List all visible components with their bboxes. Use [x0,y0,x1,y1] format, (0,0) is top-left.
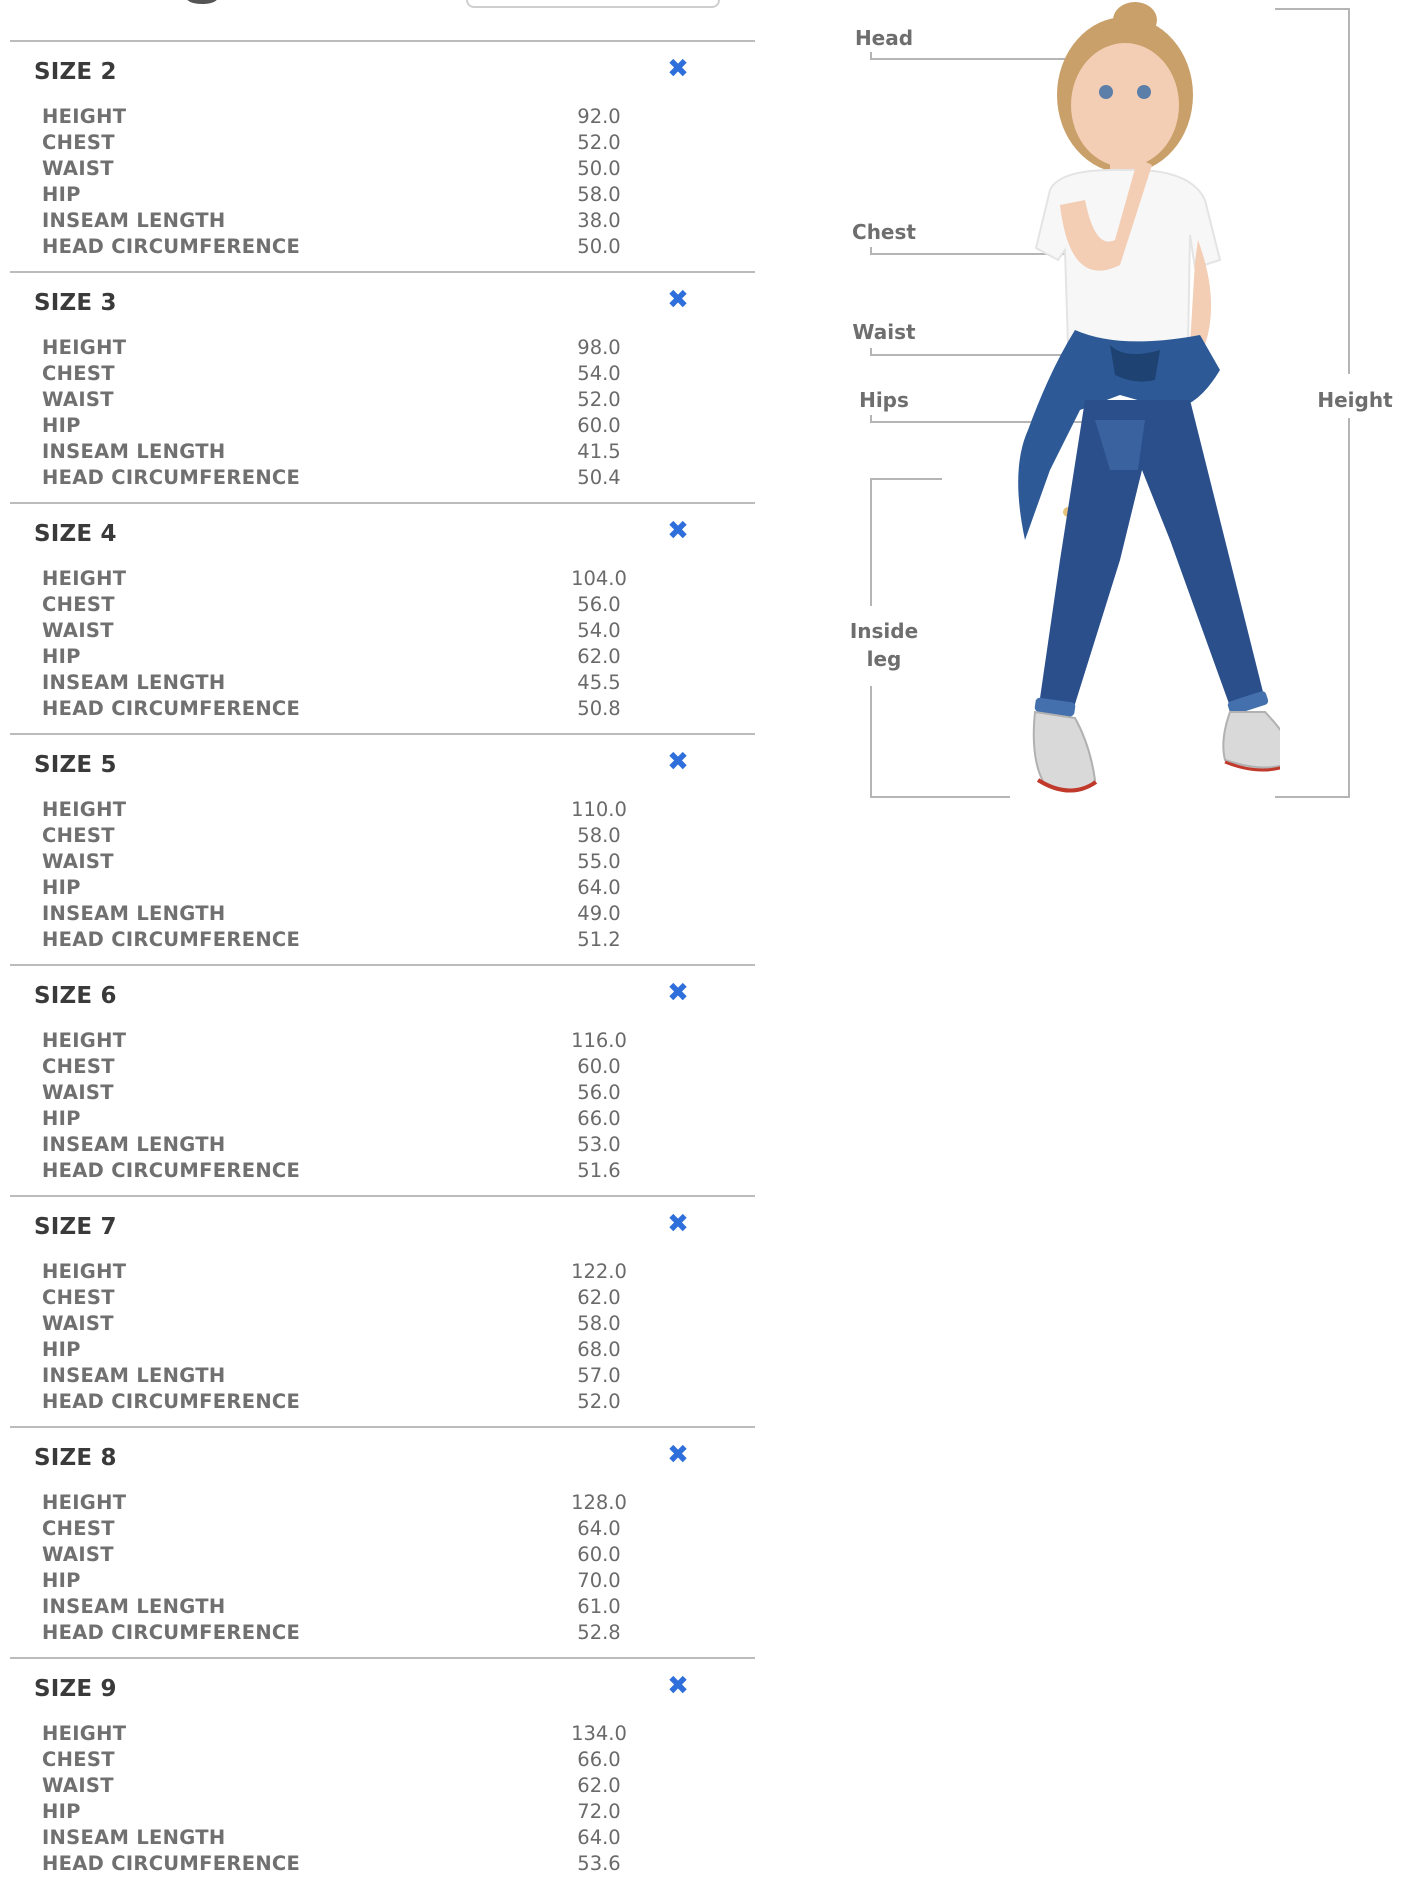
measurement-row [42,1132,642,1158]
chest-label: Chest [852,220,916,244]
measurement-label: INSEAM LENGTH [42,902,226,925]
height-upper [1348,8,1350,374]
height-top [1275,8,1349,10]
measurement-label: HIP [42,414,81,437]
measurement-row [42,927,642,953]
measurement-row [42,644,642,670]
measurement-row [42,1158,642,1184]
measurement-value: 51.6 [577,1159,621,1182]
size-block [10,502,755,733]
measurement-row [42,1363,642,1389]
measurement-label: HIP [42,183,81,206]
measurement-row [42,465,642,491]
size-block [10,271,755,502]
measurement-row [42,1080,642,1106]
measurement-value: 55.0 [577,850,621,873]
measurement-row [42,1490,642,1516]
measurement-list [42,1028,642,1184]
size-block [10,964,755,1195]
measurement-row [42,1747,642,1773]
measurement-value: 50.0 [577,157,621,180]
measurement-label: CHEST [42,824,115,847]
measurement-row [42,1054,642,1080]
measurement-value: 52.0 [577,1390,621,1413]
measurement-value: 64.0 [577,876,621,899]
measurement-list [42,797,642,953]
measurement-row [42,696,642,722]
waist-line-tick [870,348,872,356]
measurement-row [42,1773,642,1799]
close-icon[interactable]: ✖ [667,1209,689,1239]
measurement-label: CHEST [42,1748,115,1771]
measurement-label: HEAD CIRCUMFERENCE [42,697,301,720]
measurement-row [42,439,642,465]
hips-line-tick [870,415,872,423]
measurement-value: 68.0 [577,1338,621,1361]
measurement-value: 51.2 [577,928,621,951]
close-icon[interactable]: ✖ [667,516,689,546]
measurement-label: WAIST [42,619,114,642]
measurement-row [42,849,642,875]
size-title: SIZE 4 [34,521,117,547]
measurement-row [42,361,642,387]
measurement-row [42,592,642,618]
measurement-value: 60.0 [577,1543,621,1566]
measurement-row [42,208,642,234]
measurement-list [42,104,642,260]
measurement-label: HIP [42,1569,81,1592]
measurement-value: 38.0 [577,209,621,232]
measurement-label: CHEST [42,1286,115,1309]
measurement-list [42,1721,642,1877]
measurement-label: WAIST [42,1774,114,1797]
measurement-value: 64.0 [577,1517,621,1540]
measurement-row [42,1568,642,1594]
measurement-label: HEIGHT [42,105,127,128]
measurement-list [42,335,642,491]
measurement-value: 128.0 [571,1491,627,1514]
height-bottom [1275,796,1349,798]
measurement-label: HEIGHT [42,1260,127,1283]
measurement-label: HEIGHT [42,798,127,821]
size-list [10,40,755,1888]
measurement-label: HEAD CIRCUMFERENCE [42,235,301,258]
measurement-row [42,797,642,823]
size-title: SIZE 7 [34,1214,117,1240]
measurement-value: 134.0 [571,1722,627,1745]
measurement-row [42,1721,642,1747]
inside-leg-label-line1: Inside [849,619,919,643]
measurement-row [42,1825,642,1851]
measurement-row [42,335,642,361]
measurement-row [42,104,642,130]
measurement-value: 41.5 [577,440,621,463]
measurement-label: INSEAM LENGTH [42,1133,226,1156]
measurement-label: HEAD CIRCUMFERENCE [42,466,301,489]
measurement-label: HEIGHT [42,1722,127,1745]
size-block [10,40,755,271]
measurement-row [42,1028,642,1054]
measurement-label: WAIST [42,850,114,873]
close-icon[interactable]: ✖ [667,747,689,777]
hips-label: Hips [859,388,909,412]
measurement-label: CHEST [42,362,115,385]
measurement-row [42,387,642,413]
measurement-label: CHEST [42,1055,115,1078]
size-title: SIZE 9 [34,1676,117,1702]
measurement-figure [820,0,1408,860]
measurement-row [42,182,642,208]
measurement-row [42,1799,642,1825]
measurement-list [42,1490,642,1646]
size-block [10,733,755,964]
size-title: SIZE 6 [34,983,117,1009]
measurement-value: 50.8 [577,697,621,720]
size-title: SIZE 2 [34,59,117,85]
measurement-label: CHEST [42,1517,115,1540]
size-title: SIZE 3 [34,290,117,316]
measurement-value: 58.0 [577,183,621,206]
measurement-row [42,1285,642,1311]
title-fragment [178,0,238,4]
measurement-value: 64.0 [577,1826,621,1849]
measurement-label: HEAD CIRCUMFERENCE [42,1621,301,1644]
close-icon[interactable]: ✖ [667,1671,689,1701]
measurement-list [42,566,642,722]
size-select[interactable] [466,0,720,8]
measurement-label: CHEST [42,593,115,616]
measurement-label: INSEAM LENGTH [42,440,226,463]
measurement-label: CHEST [42,131,115,154]
measurement-label: WAIST [42,157,114,180]
size-title: SIZE 5 [34,752,117,778]
measurement-row [42,875,642,901]
measurement-value: 57.0 [577,1364,621,1387]
measurement-label: HIP [42,1107,81,1130]
measurement-label: HEIGHT [42,567,127,590]
size-block [10,1195,755,1426]
measurement-label: WAIST [42,388,114,411]
measurement-value: 66.0 [577,1107,621,1130]
measurement-value: 52.0 [577,131,621,154]
measurement-value: 61.0 [577,1595,621,1618]
measurement-label: WAIST [42,1312,114,1335]
measurement-label: HEAD CIRCUMFERENCE [42,1390,301,1413]
measurement-label: HIP [42,1800,81,1823]
inside-leg-lower [870,686,872,798]
measurement-row [42,1851,642,1877]
measurement-row [42,1106,642,1132]
measurement-row [42,670,642,696]
measurement-value: 58.0 [577,1312,621,1335]
measurement-row [42,1337,642,1363]
measurement-value: 53.0 [577,1133,621,1156]
measurement-label: INSEAM LENGTH [42,209,226,232]
measurement-label: INSEAM LENGTH [42,1364,226,1387]
inside-leg-label-line2: leg [866,647,902,671]
measurement-label: HEIGHT [42,1029,127,1052]
measurement-row [42,1594,642,1620]
measurement-value: 60.0 [577,1055,621,1078]
measurement-value: 66.0 [577,1748,621,1771]
close-icon[interactable]: ✖ [667,54,689,84]
measurement-value: 54.0 [577,619,621,642]
measurement-value: 56.0 [577,593,621,616]
measurement-label: HEAD CIRCUMFERENCE [42,928,301,951]
measurement-label: INSEAM LENGTH [42,1826,226,1849]
close-icon[interactable]: ✖ [667,978,689,1008]
measurement-value: 50.0 [577,235,621,258]
measurement-value: 52.8 [577,1621,621,1644]
inside-leg-upper [870,478,872,606]
measurement-value: 53.6 [577,1852,621,1875]
measurement-value: 98.0 [577,336,621,359]
measurement-value: 56.0 [577,1081,621,1104]
measurement-value: 116.0 [571,1029,627,1052]
measurement-row [42,234,642,260]
measurement-value: 72.0 [577,1800,621,1823]
waist-label: Waist [852,320,916,344]
measurement-value: 104.0 [571,567,627,590]
measurement-value: 45.5 [577,671,621,694]
measurement-row [42,1620,642,1646]
measurement-label: INSEAM LENGTH [42,1595,226,1618]
measurement-label: HEIGHT [42,336,127,359]
measurement-row [42,566,642,592]
measurement-label: HIP [42,645,81,668]
measurement-value: 62.0 [577,1774,621,1797]
measurement-value: 60.0 [577,414,621,437]
measurement-row [42,413,642,439]
size-block [10,1657,755,1888]
measurement-value: 62.0 [577,1286,621,1309]
measurement-row [42,130,642,156]
measurement-label: HEAD CIRCUMFERENCE [42,1159,301,1182]
measurement-label: HIP [42,876,81,899]
size-title: SIZE 8 [34,1445,117,1471]
measurement-label: WAIST [42,1081,114,1104]
size-block [10,1426,755,1657]
measurement-row [42,1389,642,1415]
head-line-tick [870,52,872,60]
measurement-row [42,1516,642,1542]
measurement-value: 62.0 [577,645,621,668]
measurement-label: HEIGHT [42,1491,127,1514]
inside-leg-label [844,617,924,673]
measurement-list [42,1259,642,1415]
child-photo [920,0,1280,810]
measurement-value: 54.0 [577,362,621,385]
measurement-value: 110.0 [571,798,627,821]
measurement-label: HEAD CIRCUMFERENCE [42,1852,301,1875]
close-icon[interactable]: ✖ [667,1440,689,1470]
close-icon[interactable]: ✖ [667,285,689,315]
measurement-value: 92.0 [577,105,621,128]
measurement-row [42,901,642,927]
measurement-value: 58.0 [577,824,621,847]
measurement-value: 122.0 [571,1260,627,1283]
head-label: Head [854,26,914,50]
measurement-value: 70.0 [577,1569,621,1592]
measurement-row [42,1259,642,1285]
measurement-row [42,1311,642,1337]
measurement-row [42,618,642,644]
height-lower [1348,418,1350,798]
measurement-label: HIP [42,1338,81,1361]
measurement-value: 50.4 [577,466,621,489]
measurement-label: INSEAM LENGTH [42,671,226,694]
chest-line-tick [870,247,872,255]
measurement-row [42,823,642,849]
measurement-row [42,1542,642,1568]
measurement-value: 52.0 [577,388,621,411]
height-label: Height [1317,388,1393,412]
measurement-value: 49.0 [577,902,621,925]
measurement-label: WAIST [42,1543,114,1566]
measurement-row [42,156,642,182]
